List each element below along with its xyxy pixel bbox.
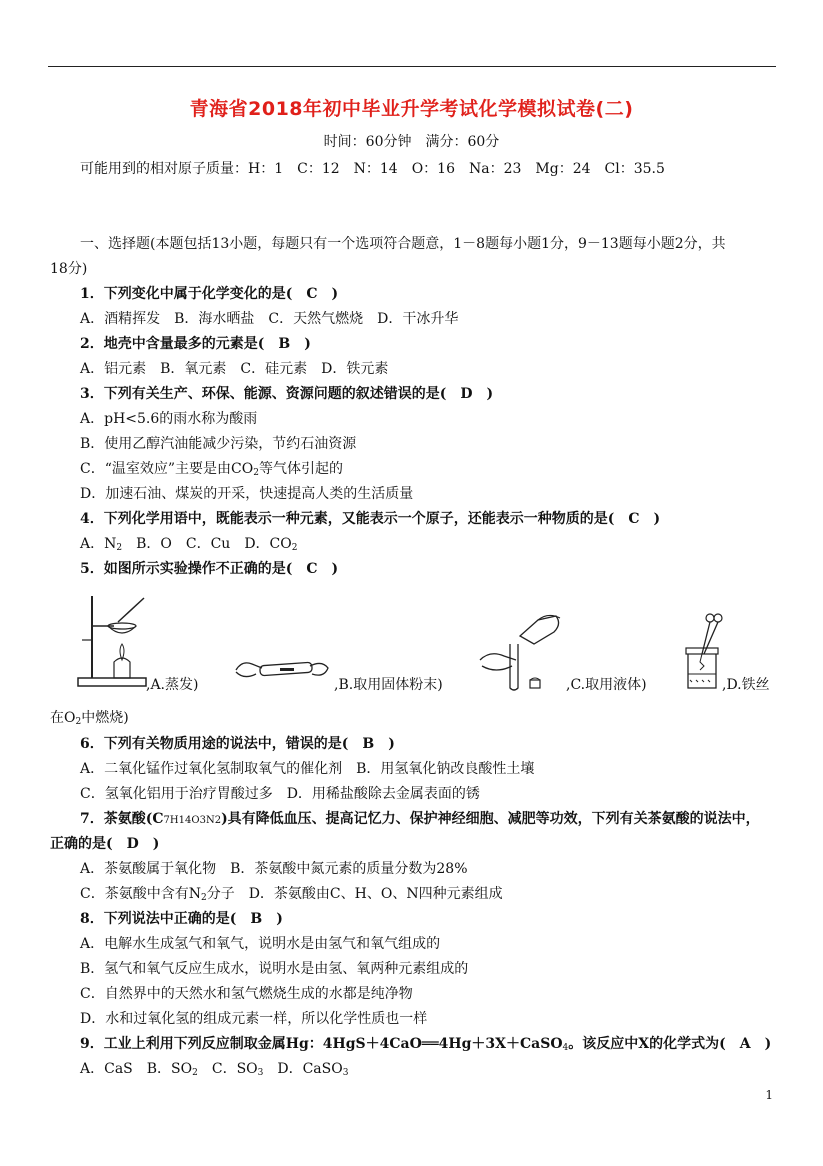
question-7-options-cd: C．茶氨酸中含有$N_2$分子 D．茶氨酸由C、H、O、N四种元素组成	[80, 886, 503, 903]
figure-d-label-cont: 在$O_2$中燃烧)	[50, 710, 129, 727]
section-heading: 一、选择题(本题包括13小题，每题只有一个选项符合题意，1－8题每小题1分，9－13题每小题2分，共	[80, 236, 726, 252]
evaporation-figure	[74, 592, 150, 692]
figure-b-label: ,B.取用固体粉末)	[334, 677, 443, 693]
question-8-option-c: C．自然界中的天然水和氢气燃烧生成的水都是纯净物	[80, 986, 413, 1002]
question-6-options-cd: C．氢氧化铝用于治疗胃酸过多 D．用稀盐酸除去金属表面的锈	[80, 786, 480, 802]
page-number: 1	[765, 1088, 773, 1102]
figure-a-label: ,A.蒸发)	[146, 677, 199, 693]
figure-d-label: ,D.铁丝	[722, 677, 770, 693]
atomic-masses: 可能用到的相对原子质量：H：1 C：12 N：14 O：16 Na：23 Mg：24 Cl：35.5	[80, 161, 665, 177]
section-heading-cont: 18分)	[50, 261, 88, 277]
question-8-option-a: A．电解水生成氢气和氧气，说明水是由氢气和氧气组成的	[80, 936, 441, 952]
page-title: 青海省2018年初中毕业升学考试化学模拟试卷(二)	[189, 98, 634, 120]
figure-c-label: ,C.取用液体)	[566, 677, 647, 693]
question-8-option-d: D．水和过氧化氢的组成元素一样，所以化学性质也一样	[80, 1011, 428, 1027]
question-1-options: A．酒精挥发 B．海水晒盐 C．天然气燃烧 D．干冰升华	[80, 311, 459, 327]
question-8-option-b: B．氢气和氧气反应生成水，说明水是由氢、氧两种元素组成的	[80, 961, 469, 977]
question-5: 5．如图所示实验操作不正确的是( C )	[80, 561, 339, 577]
time-info: 时间：60分钟 满分：60分	[323, 134, 500, 150]
question-3-option-c: C．“温室效应”主要是由$CO_2$等气体引起的	[80, 461, 343, 478]
question-6: 6．下列有关物质用途的说法中，错误的是( B )	[80, 736, 395, 752]
question-7-options-ab: A．茶氨酸属于氧化物 B．茶氨酸中氮元素的质量分数为28%	[80, 861, 468, 877]
question-2: 2．地壳中含量最多的元素是( B )	[80, 336, 311, 352]
question-3: 3．下列有关生产、环保、能源、资源问题的叙述错误的是( D )	[80, 386, 494, 402]
question-2-options: A．铝元素 B．氧元素 C．硅元素 D．铁元素	[80, 361, 389, 377]
question-9: 9．工业上利用下列反应制取金属Hg：4HgS＋4CaO══4Hg＋3X＋CaSO$_4$。该反应中X的化学式为( A )	[80, 1036, 772, 1053]
liquid-figure	[476, 610, 566, 694]
question-8: 8．下列说法中正确的是( B )	[80, 911, 283, 927]
question-3-option-a: A．pH<5.6的雨水称为酸雨	[80, 411, 258, 427]
question-4: 4．下列化学用语中，既能表示一种元素，又能表示一个原子，还能表示一种物质的是( C )	[80, 511, 661, 527]
powder-figure	[232, 650, 332, 690]
question-1: 1．下列变化中属于化学变化的是( C )	[80, 286, 339, 302]
question-7-cont: 正确的是( D )	[50, 836, 160, 852]
question-3-option-b: B．使用乙醇汽油能减少污染，节约石油资源	[80, 436, 357, 452]
question-3-option-d: D．加速石油、煤炭的开采，快速提高人类的生活质量	[80, 486, 414, 502]
header-rule	[48, 66, 776, 67]
question-6-options-ab: A．二氧化锰作过氧化氢制取氧气的催化剂 B．用氢氧化钠改良酸性土壤	[80, 761, 535, 777]
question-7: 7．茶氨酸(C7H14O3N2)具有降低血压、提高记忆力、保护神经细胞、减肥等功效，下列有关茶氨酸的说法中，	[80, 811, 760, 827]
question-9-options: A．CaS B．$SO_2$ C．$SO_3$ D．CaSO$_3$	[80, 1061, 349, 1078]
iron-wire-figure	[680, 610, 724, 694]
question-4-options: A．$N_2$ B．O C．Cu D．$CO_2$	[80, 536, 298, 553]
